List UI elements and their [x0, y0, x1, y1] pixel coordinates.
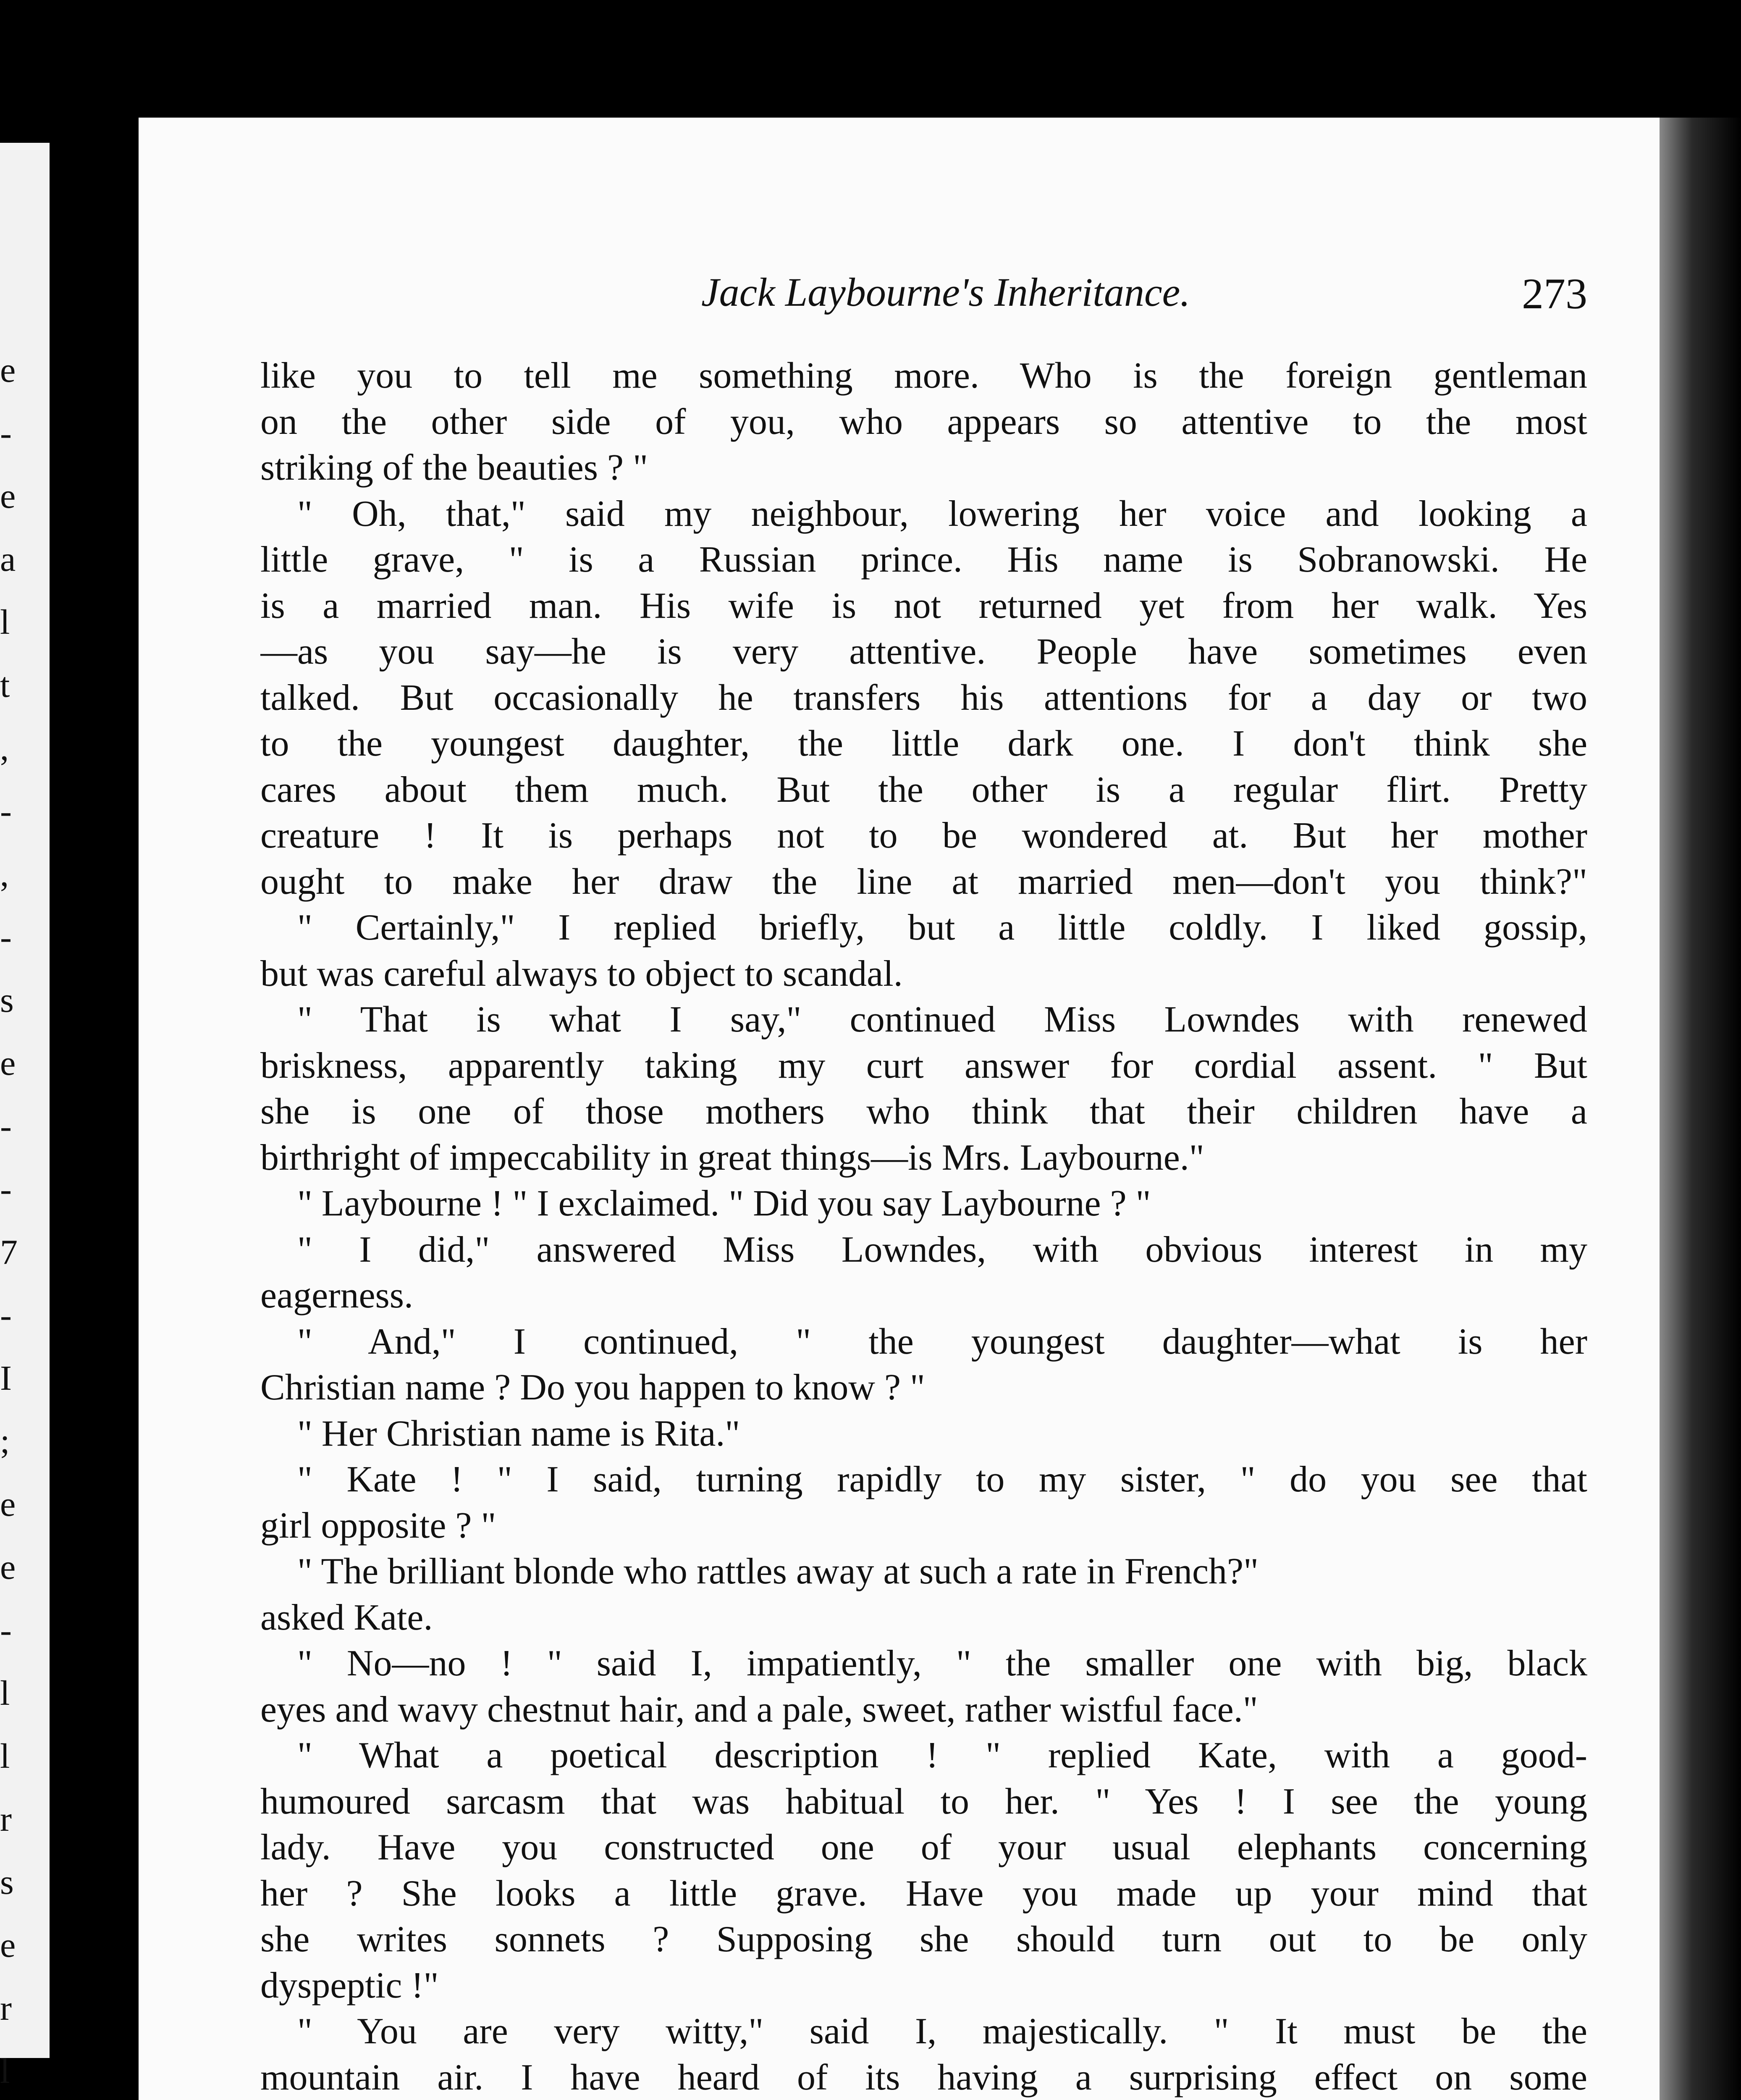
text-line: " I did," answered Miss Lowndes, with obvious interest in my	[297, 1229, 1587, 1270]
left-page-fragments	[0, 143, 50, 2091]
left-fragment: -	[0, 792, 12, 831]
left-fragment: e	[0, 1485, 16, 1524]
text-line: girl opposite ? "	[260, 1505, 496, 1546]
text-line: she writes sonnets ? Supposing she should turn out to be only	[260, 1919, 1587, 1960]
text-line: " Her Christian name is Rita."	[297, 1413, 740, 1454]
text-line: " Certainly," I replied briefly, but a little coldly. I liked gossip,	[297, 907, 1587, 948]
text-line: cares about them much. But the other is a regular flirt. Pretty	[260, 769, 1587, 810]
left-fragment: r	[0, 1989, 12, 2028]
left-fragment: ;	[0, 1422, 10, 1461]
left-fragment: 7	[0, 1233, 18, 1272]
text-line: is a married man. His wife is not returned yet from her walk. Yes	[260, 585, 1587, 626]
left-fragment: e	[0, 1926, 16, 1965]
text-line: birthright of impeccability in great things—is Mrs. Laybourne."	[260, 1137, 1204, 1178]
text-line: briskness, apparently taking my curt answer for cordial assent. " But	[260, 1045, 1587, 1086]
text-line: " That is what I say," continued Miss Lowndes with renewed	[297, 999, 1587, 1040]
text-line: talked. But occasionally he transfers his attentions for a day or two	[260, 677, 1587, 718]
text-line: eyes and wavy chestnut hair, and a pale, sweet, rather wistful face."	[260, 1689, 1258, 1730]
gutter	[50, 0, 139, 2100]
left-fragment: l	[0, 1737, 10, 1776]
left-fragment: I	[0, 1359, 12, 1398]
text-line: striking of the beauties ? "	[260, 447, 648, 488]
text-line: on the other side of you, who appears so attentive to the most	[260, 401, 1587, 442]
text-line: lady. Have you constructed one of your usual elephants concerning	[260, 1827, 1587, 1868]
left-fragment: -	[0, 1107, 12, 1146]
left-fragment: e	[0, 1548, 16, 1587]
text-line: " You are very witty," said I, majestically. " It must be the	[297, 2011, 1587, 2052]
left-fragment: e	[0, 351, 16, 390]
running-title: Jack Laybourne's Inheritance.	[701, 270, 1190, 315]
text-line: but was careful always to object to scandal.	[260, 953, 903, 994]
text-line: ought to make her draw the line at married men—don't you think?"	[260, 861, 1587, 902]
text-line: " Laybourne ! " I exclaimed. " Did you say Laybourne ? "	[297, 1183, 1151, 1224]
text-line: eagerness.	[260, 1275, 414, 1316]
text-line: mountain air. I have heard of its having a surprising effect on some	[260, 2057, 1587, 2098]
left-fragment: -	[0, 918, 12, 957]
left-fragment: -	[0, 1170, 12, 1209]
left-fragment: t	[0, 666, 10, 705]
left-fragment: ,	[0, 855, 9, 894]
text-line: " The brilliant blonde who rattles away at such a rate in French?"	[297, 1551, 1259, 1592]
text-line: little grave, " is a Russian prince. His name is Sobranowski. He	[260, 539, 1587, 580]
left-fragment: s	[0, 981, 14, 1020]
page-number: 273	[1522, 270, 1587, 318]
text-line: Christian name ? Do you happen to know ? "	[260, 1367, 925, 1408]
body-text	[260, 353, 1587, 2100]
left-fragment: ,	[0, 729, 9, 768]
text-line: to the youngest daughter, the little dark one. I don't think she	[260, 723, 1587, 764]
text-line: " What a poetical description ! " replied Kate, with a good-	[297, 1735, 1587, 1776]
page-edge-shadow	[1660, 118, 1741, 2100]
left-fragment: l	[0, 1674, 10, 1713]
text-line: humoured sarcasm that was habitual to her. " Yes ! I see the young	[260, 1781, 1587, 1822]
text-line: asked Kate.	[260, 1597, 433, 1638]
left-fragment: l	[0, 603, 10, 642]
left-page-edge	[0, 143, 50, 2091]
text-line: dyspeptic !"	[260, 1965, 439, 2006]
left-fragment: s	[0, 1863, 14, 1902]
text-line: she is one of those mothers who think that their children have a	[260, 1091, 1587, 1132]
left-fragment: -	[0, 414, 12, 453]
page-header	[260, 269, 1587, 323]
left-fragment: r	[0, 1800, 12, 1839]
text-line: her ? She looks a little grave. Have you made up your mind that	[260, 1873, 1587, 1914]
left-fragment: e	[0, 477, 16, 516]
text-line: —as you say—he is very attentive. People have sometimes even	[260, 631, 1587, 672]
left-fragment: -	[0, 1611, 12, 1650]
left-fragment: e	[0, 1044, 16, 1083]
left-fragment: a	[0, 540, 16, 579]
left-fragment: -	[0, 1296, 12, 1335]
left-fragment: l	[0, 2052, 10, 2091]
book-page	[139, 118, 1660, 2100]
text-line: " No—no ! " said I, impatiently, " the smaller one with big, black	[297, 1643, 1587, 1684]
text-line: " Kate ! " I said, turning rapidly to my sister, " do you see that	[297, 1459, 1587, 1500]
text-line: like you to tell me something more. Who is the foreign gentleman	[260, 355, 1587, 396]
text-line: creature ! It is perhaps not to be wondered at. But her mother	[260, 815, 1587, 856]
text-line: " Oh, that," said my neighbour, lowering her voice and looking a	[297, 493, 1587, 534]
text-line: " And," I continued, " the youngest daughter—what is her	[297, 1321, 1587, 1362]
